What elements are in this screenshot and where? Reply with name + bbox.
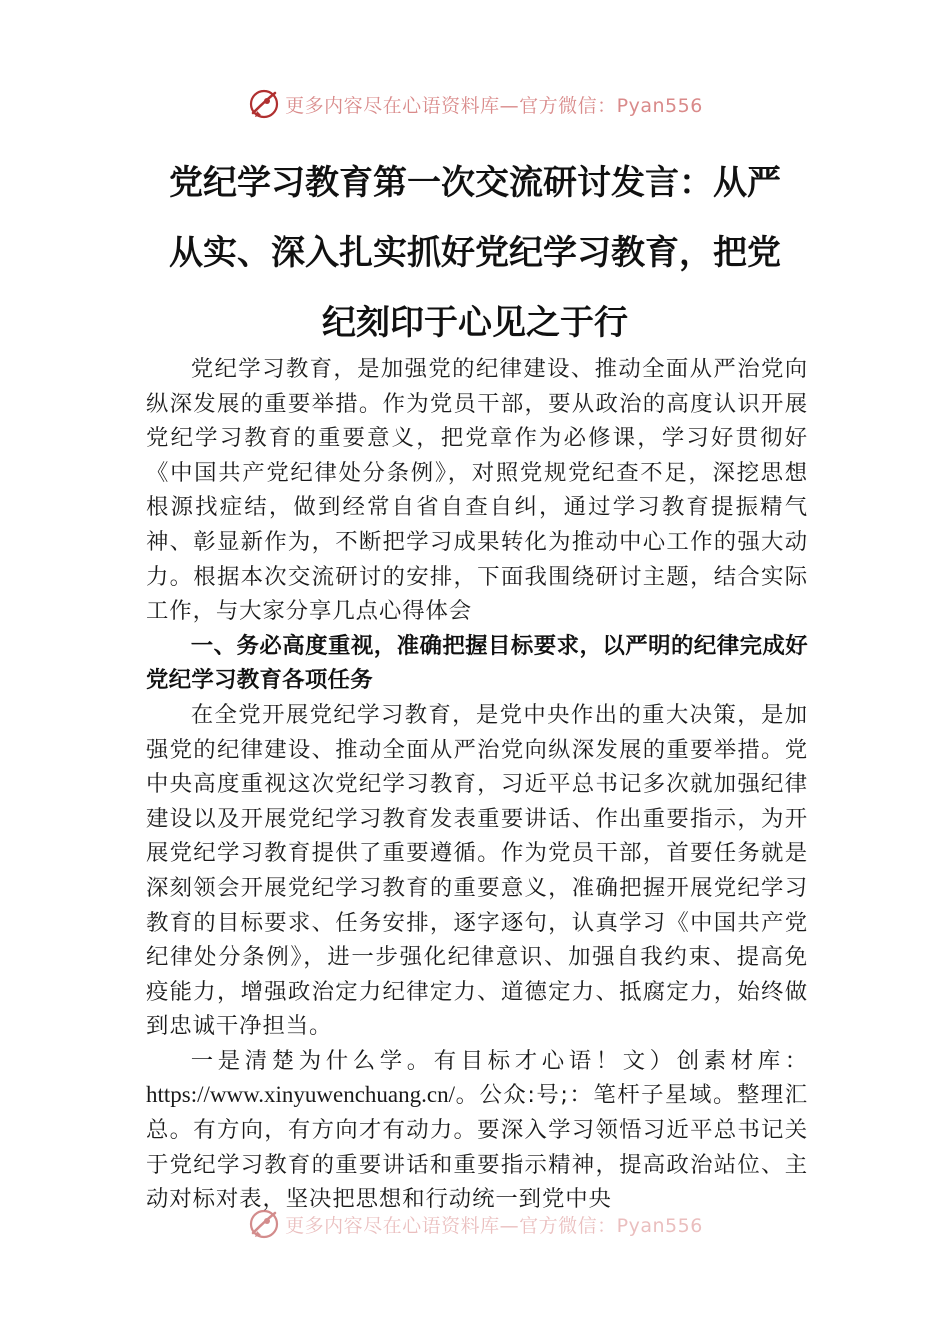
footer-watermark (0, 1206, 950, 1242)
title-line-3: 纪刻印于心见之于行 (322, 303, 628, 343)
section-heading-1: 一、务必高度重视，准确把握目标要求，以严明的纪律完成好党纪学习教育各项任务 (146, 632, 808, 694)
header-watermark (0, 84, 950, 124)
point-1-start: 一是清楚为什么学。有目标才心语！文）创素材库： (190, 1047, 808, 1074)
title-line-2: 从实、深入扎实抓好党纪学习教育，把党 (169, 233, 781, 273)
paragraph-point-1 (146, 1044, 808, 1217)
header-watermark-text: 更多内容尽在心语资料库—官方微信：Pyan556 (285, 94, 703, 117)
footer-watermark-text: 更多内容尽在心语资料库—官方微信：Pyan556 (285, 1214, 703, 1237)
title-line-1: 党纪学习教育第一次交流研讨发言：从严 (169, 163, 781, 203)
paragraph-section-1: 在全党开展党纪学习教育，是党中央作出的重大决策，是加强党的纪律建设、推动全面从严治党向纵深发展的重要举措。党中央高度重视这次党纪学习教育，习近平总书记多次就加强纪律建设以及开展党纪学习教育发表重要讲话、作出重要指示，为开展党纪学习教育提供了重要遵循。作为党员干部，首要任务就是深刻领会开展党纪学习教育的重要意义，准确把握开展党纪学习教育的目标要求、任务安排，逐字逐句，认真学习《中国共产党纪律处分条例》，进一步强化纪律意识、加强自我约束、提高免疫能力，增强政治定力纪律定力、道德定力、抵腐定力，始终做到忠诚干净担当。 (146, 701, 808, 1040)
pen-circle-logo-icon (247, 1207, 281, 1241)
document-title (140, 148, 810, 358)
pen-circle-logo-icon (247, 87, 281, 121)
source-url-link[interactable]: https://www.xinyuwenchuang.cn/ (146, 1082, 455, 1108)
paragraph-intro: 党纪学习教育，是加强党的纪律建设、推动全面从严治党向纵深发展的重要举措。作为党员干部，要从政治的高度认识开展党纪学习教育的重要意义，把党章作为必修课，学习好贯彻好《中国共产党纪律处分条例》，对照党规党纪查不足，深挖思想根源找症结，做到经常自省自查自纠，通过学习教育提振精气神、彰显新作为，不断把学习成果转化为推动中心工作的强大动力。根据本次交流研讨的安排，下面我围绕研讨主题，结合实际工作，与大家分享几点心得体会 (146, 356, 808, 625)
document-body (146, 352, 808, 1220)
point-1-rest: 。公众:号;：笔杆子星域。整理汇总。有方向，有方向才有动力。要深入学习领悟习近平总书记关于党纪学习教育的重要讲话和重要指示精神，提高政治站位、主动对标对表，坚决把思想和行动统一到党中央 (146, 1082, 808, 1213)
